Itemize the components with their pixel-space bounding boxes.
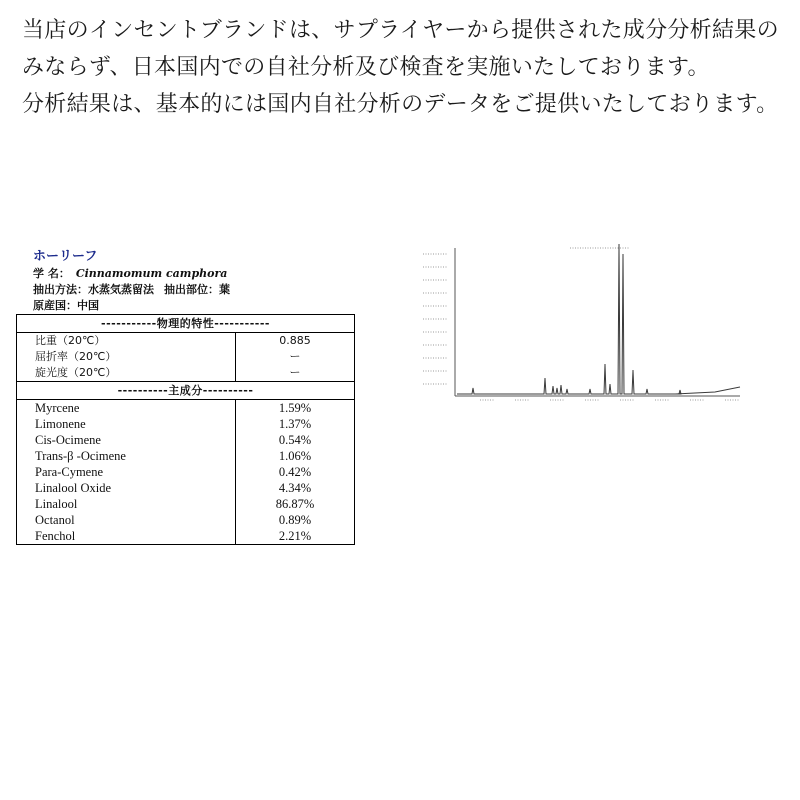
product-title: ホーリーフ	[33, 249, 98, 264]
component-name: Myrcene	[17, 400, 236, 417]
origin-row	[33, 298, 355, 314]
component-name: Trans-β -Ocimene	[17, 448, 236, 464]
origin-label: 原産国：	[33, 299, 77, 312]
property-value: 0.885	[279, 334, 311, 347]
scientific-name: Cinnamomum camphora	[75, 267, 228, 280]
part-value: 葉	[219, 283, 230, 296]
component-name: Linalool	[17, 496, 236, 512]
property-name: 旋光度（20℃）	[17, 365, 236, 382]
component-name: Octanol	[17, 512, 236, 528]
scientific-name-row	[33, 266, 355, 282]
component-value: 0.42%	[278, 465, 312, 479]
table-row	[17, 464, 355, 480]
intro-paragraph-1: 当店のインセントブランドは、サプライヤーから提供された成分分析結果のみならず、日本国内での自社分析及び検査を実施いたしております。	[22, 18, 779, 80]
component-name: Fenchol	[17, 528, 236, 545]
origin-value: 中国	[77, 299, 99, 312]
extraction-row	[33, 282, 355, 298]
table-row	[17, 528, 355, 545]
chromatogram-graphic	[415, 240, 745, 415]
table-row	[17, 349, 355, 365]
component-value: 1.06%	[278, 449, 312, 463]
component-value: 1.37%	[278, 417, 312, 431]
method-value: 水蒸気蒸留法	[88, 283, 154, 296]
properties-table	[16, 314, 355, 545]
scientific-name-label: 学 名：	[33, 267, 70, 280]
component-name: Linalool Oxide	[17, 480, 236, 496]
component-value: 0.54%	[278, 433, 312, 447]
table-row	[17, 432, 355, 448]
component-name: Limonene	[17, 416, 236, 432]
table-row	[17, 400, 355, 417]
chromatogram-image	[415, 240, 745, 415]
component-value: 4.34%	[278, 481, 312, 495]
table-row	[17, 480, 355, 496]
chromatogram-trace	[457, 244, 740, 394]
components-section-header: ----------主成分----------	[17, 382, 355, 400]
component-value: 86.87%	[275, 497, 315, 511]
property-value: ー	[236, 365, 355, 382]
method-label: 抽出方法：	[33, 283, 88, 296]
component-name: Para-Cymene	[17, 464, 236, 480]
component-value: 2.21%	[278, 529, 312, 543]
property-value: ー	[289, 350, 301, 363]
part-label: 抽出部位：	[164, 283, 219, 296]
spec-header	[16, 248, 355, 314]
table-row	[17, 448, 355, 464]
table-row	[17, 512, 355, 528]
component-value: 0.89%	[278, 513, 312, 527]
component-name: Cis-Ocimene	[17, 432, 236, 448]
table-row	[17, 365, 355, 382]
property-name: 比重（20℃）	[17, 333, 236, 350]
intro-text	[22, 12, 792, 123]
table-row	[17, 416, 355, 432]
table-row	[17, 496, 355, 512]
spec-sheet	[16, 248, 355, 545]
physical-section-header: -----------物理的特性-----------	[17, 315, 355, 333]
property-name: 屈折率（20℃）	[17, 349, 236, 365]
table-row	[17, 333, 355, 350]
intro-paragraph-2: 分析結果は、基本的には国内自社分析のデータをご提供いたしております。	[22, 92, 779, 117]
component-value: 1.59%	[278, 401, 312, 415]
